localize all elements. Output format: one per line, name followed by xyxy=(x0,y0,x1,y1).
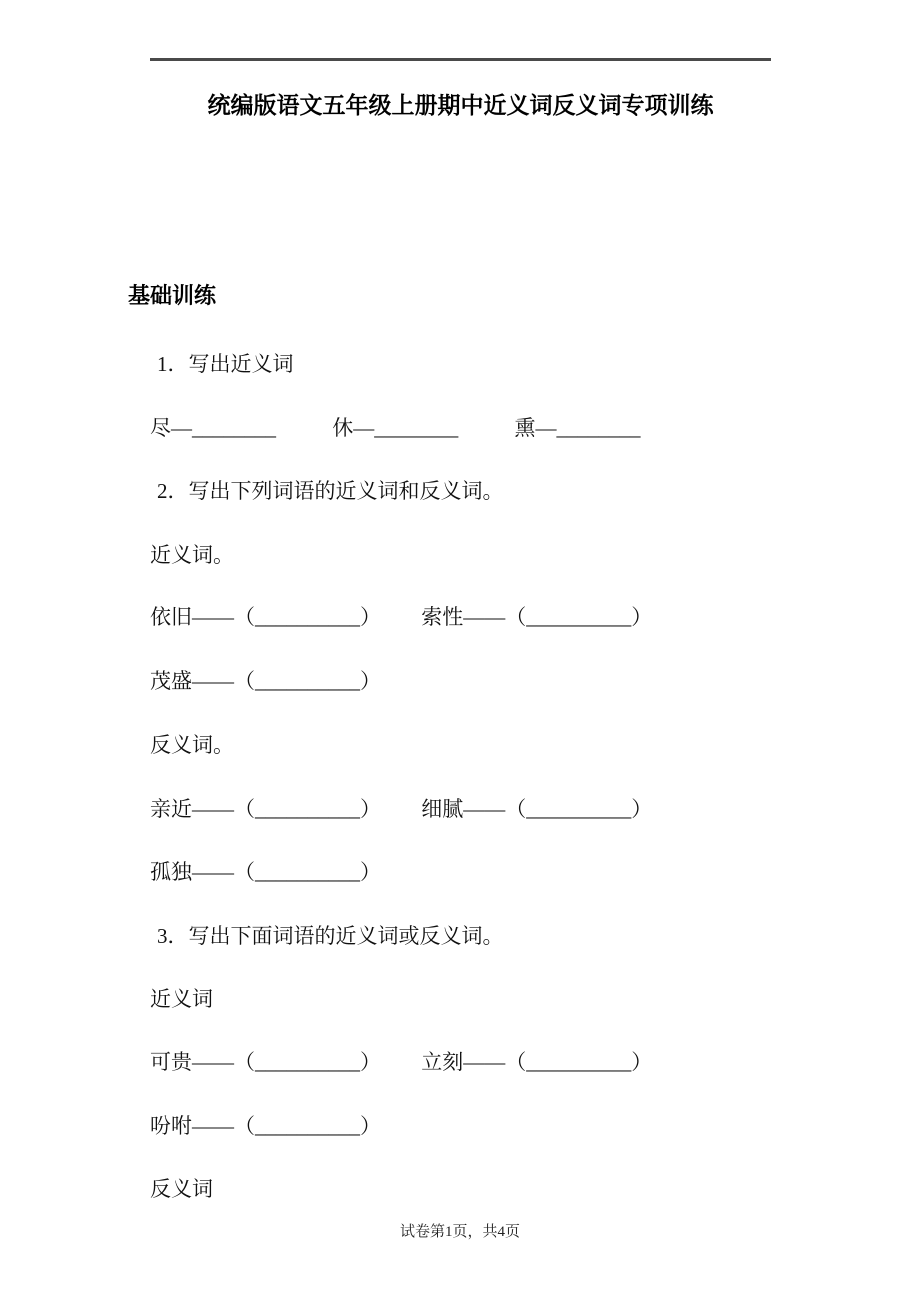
question-3-synonyms-row-2 xyxy=(150,1111,790,1141)
question-1-label: 1．写出近义词 xyxy=(157,352,294,376)
question-2-synonyms-label: 近义词。 xyxy=(150,543,234,567)
blank-item-fenfu: 吩咐——（__________） xyxy=(150,1114,381,1138)
blank-item-like: 立刻——（__________） xyxy=(421,1050,653,1074)
blank-item-yijiu: 依旧——（__________） xyxy=(150,605,381,629)
section-heading-basic-training: 基础训练 xyxy=(128,283,217,308)
blank-item-maosheng: 茂盛——（__________） xyxy=(150,669,381,693)
question-2-label: 2．写出下列词语的近义词和反义词。 xyxy=(157,479,504,503)
page-title: 统编版语文五年级上册期中近义词反义词专项训练 xyxy=(207,92,714,118)
question-2-antonyms-row-1 xyxy=(150,794,790,824)
question-3-antonyms-label: 反义词 xyxy=(150,1177,213,1201)
blank-item-kegui: 可贵——（__________） xyxy=(150,1050,381,1074)
question-2-antonyms-label: 反义词。 xyxy=(150,733,234,757)
question-1-blanks-row xyxy=(150,413,790,443)
question-3-synonyms-label: 近义词 xyxy=(150,987,213,1011)
title-divider-rule xyxy=(150,58,771,61)
blank-item-jin: 尽—________ xyxy=(150,416,276,440)
blank-item-xun: 熏—________ xyxy=(514,416,641,440)
blank-item-xini: 细腻——（__________） xyxy=(421,797,653,821)
question-2-antonyms-row-2 xyxy=(150,857,790,887)
question-2-synonyms-row-2 xyxy=(150,666,790,696)
question-3-label: 3．写出下面词语的近义词或反义词。 xyxy=(157,924,504,948)
page-footer: 试卷第1页，共4页 xyxy=(399,1224,520,1240)
blank-item-qinjin: 亲近——（__________） xyxy=(150,797,381,821)
blank-item-xiu: 休—________ xyxy=(332,416,459,440)
question-2-synonyms-row-1 xyxy=(150,602,790,632)
question-3-synonyms-row-1 xyxy=(150,1047,790,1077)
blank-item-gudu: 孤独——（__________） xyxy=(150,860,381,884)
blank-item-suoxing: 索性——（__________） xyxy=(421,605,653,629)
